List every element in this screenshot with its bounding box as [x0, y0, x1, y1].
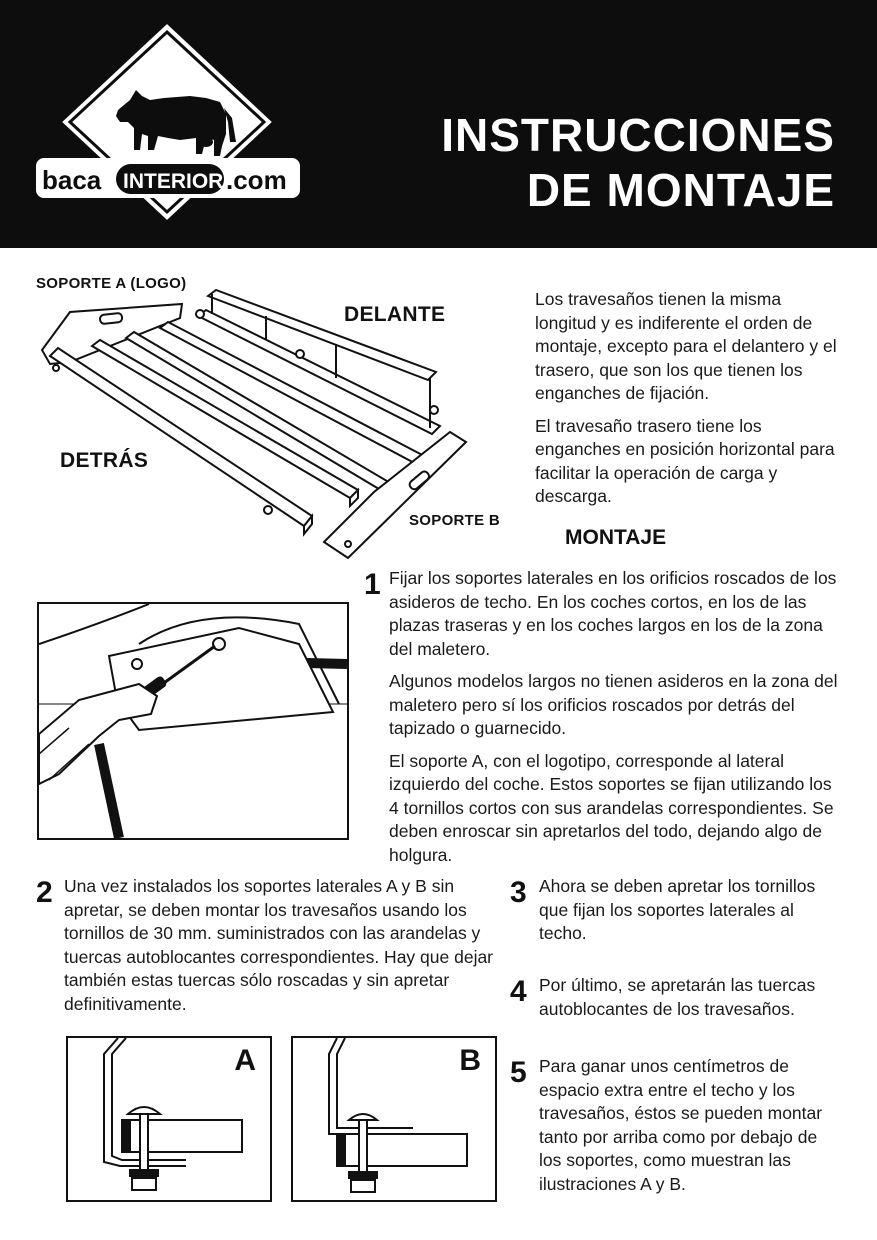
- illustration-b-label: B: [459, 1044, 481, 1077]
- label-soporte-a-note: (LOGO): [130, 275, 187, 292]
- step-3-text: [539, 875, 844, 955]
- bacainterior-logo: [30, 18, 320, 226]
- crossbar-section-b: [337, 1134, 467, 1166]
- intro-paragraph-1: Los travesaños tienen la misma longitud y es indiferente el orden de montaje, excepto para el delantero y el trasero, que son los que tienen los enganches de fijación.: [535, 289, 837, 403]
- step-3-number: 3: [510, 876, 527, 909]
- montaje-heading: MONTAJE: [565, 526, 667, 549]
- rear-crossbar: [50, 348, 312, 526]
- title-line-2: DE MONTAJE: [526, 164, 835, 216]
- step-4-number: 4: [510, 975, 527, 1008]
- step-1-number: 1: [364, 568, 381, 601]
- logo-text-com: .com: [226, 165, 287, 195]
- header-band: [0, 0, 877, 248]
- label-detras: DETRÁS: [60, 449, 149, 472]
- step-1-paragraph-2: Algunos modelos largos no tienen asideros en la zona del maletero pero sí los orificios roscados por detrás del tapizado o guarnecido.: [389, 671, 838, 738]
- intro-text: [535, 288, 845, 518]
- step-3-paragraph-1: Ahora se deben apretar los tornillos que fijan los soportes laterales al techo.: [539, 876, 816, 943]
- step-2-text: [64, 875, 496, 1025]
- step-4-paragraph-1: Por último, se apretarán las tuercas autoblocantes de los travesaños.: [539, 975, 816, 1019]
- label-delante: DELANTE: [344, 303, 446, 326]
- step-1-text: [389, 567, 839, 876]
- step-2-number: 2: [36, 876, 53, 909]
- step-1-paragraph-3: El soporte A, con el logotipo, corresponde al lateral izquierdo del coche. Estos soportes se fijan utilizando los 4 tornillos cortos con sus arandelas correspondientes. Se deben enroscar sin apretarlos del todo, dejando algo de holgura.: [389, 750, 834, 865]
- crossbar-2: [126, 332, 392, 492]
- logo-text-baca: baca: [42, 165, 102, 195]
- logo-text-interior: INTERIOR: [123, 170, 224, 193]
- step-2-paragraph-1: Una vez instalados los soportes laterales A y B sin apretar, se deben montar los travesaños usando los tornillos de 30 mm. suministrados con las arandelas y tuercas autoblocantes correspondientes. Hay que dejar también estas tuercas sólo roscadas y sin apretar definitivamente.: [64, 876, 494, 1014]
- label-soporte-a-text: SOPORTE A: [36, 275, 126, 292]
- title-line-1: INSTRUCCIONES: [441, 109, 835, 161]
- illustration-a: [66, 1036, 272, 1202]
- step-5-text: [539, 1055, 839, 1205]
- intro-paragraph-2: El travesaño trasero tiene los enganches en posición horizontal para facilitar la operación de carga y descarga.: [535, 415, 835, 506]
- hand-icon: [39, 684, 157, 784]
- step1-illustration: [37, 602, 349, 840]
- illustration-b: [291, 1036, 497, 1202]
- step-4-text: [539, 974, 844, 1030]
- illustration-a-label: A: [234, 1044, 256, 1077]
- page-title: [441, 108, 835, 218]
- label-soporte-b: SOPORTE B: [409, 512, 501, 529]
- label-soporte-a: [36, 275, 186, 292]
- step-1-paragraph-1: Fijar los soportes laterales en los orificios roscados de los asideros de techo. En los coches cortos, en los de las plazas traseras y en los coches largos en los de la zona del maletero.: [389, 568, 837, 659]
- step-5-number: 5: [510, 1056, 527, 1089]
- step-5-paragraph-1: Para ganar unos centímetros de espacio extra entre el techo y los travesaños, éstos se pueden montar tanto por arriba como por debajo de los soportes, como muestran las ilustraciones A y B.: [539, 1056, 823, 1194]
